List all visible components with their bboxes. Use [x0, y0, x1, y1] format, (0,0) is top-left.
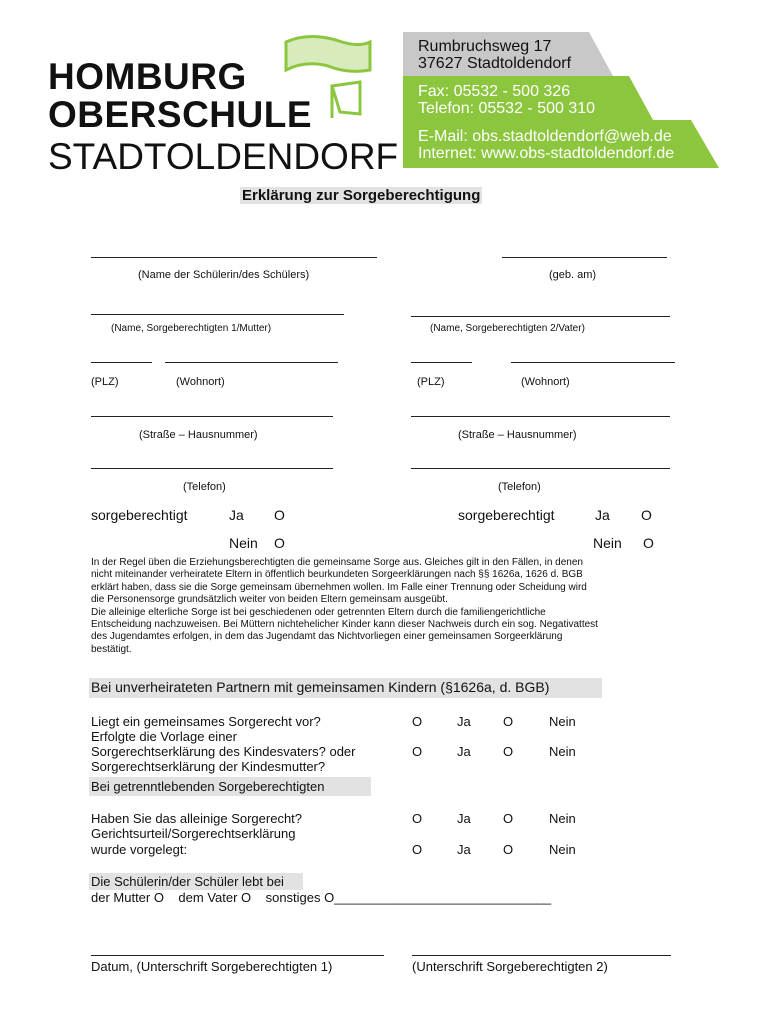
lives-with-options[interactable]: der Mutter O dem Vater O sonstiges O______________________________ — [91, 890, 552, 905]
info-line: bestätigt. — [91, 643, 132, 655]
guardian2-phone-label: (Telefon) — [498, 481, 541, 493]
signature2-line[interactable] — [412, 955, 671, 956]
unmarried-q1: Liegt ein gemeinsames Sorgerecht vor? — [91, 714, 321, 729]
guardian1-city-line[interactable] — [165, 362, 338, 363]
separated-q1-no-circle[interactable]: O — [503, 811, 514, 826]
guardian2-no-label: Nein — [593, 535, 622, 551]
unmarried-q2-no-label: Nein — [549, 744, 576, 759]
info-line: Die alleinige elterliche Sorge ist bei geschiedenen oder getrennten Eltern durch die familiengerichtliche — [91, 606, 546, 618]
guardian2-custody-label: sorgeberechtigt — [458, 507, 555, 523]
signature1-label: Datum, (Unterschrift Sorgeberechtigten 1) — [91, 959, 333, 974]
info-line: die Personensorge grundsätzlich weiter von beiden Eltern gemeinsam ausgeübt. — [91, 594, 448, 606]
guardian2-plz-label: (PLZ) — [417, 376, 445, 388]
separated-q1-yes-label: Ja — [457, 811, 471, 826]
page-title: Erklärung zur Sorgeberechtigung — [242, 187, 481, 204]
separated-q2-yes-circle[interactable]: O — [412, 842, 423, 857]
unmarried-q2-no-circle[interactable]: O — [503, 744, 514, 759]
info-line: erklärt haben, dass sie die Sorge gemeinsam übernehmen wollen. Im Falle einer Trennung oder Scheidung wird — [91, 581, 587, 593]
guardian1-yes-circle[interactable]: O — [274, 507, 285, 523]
guardian2-no-circle[interactable]: O — [643, 535, 654, 551]
student-name-label: (Name der Schülerin/des Schülers) — [138, 269, 310, 281]
guardian1-phone-line[interactable] — [91, 468, 333, 469]
guardian2-name-label: (Name, Sorgeberechtigten 2/Vater) — [430, 323, 585, 334]
guardian2-name-line[interactable] — [411, 316, 670, 317]
guardian1-plz-line[interactable] — [91, 362, 152, 363]
signature2-label: (Unterschrift Sorgeberechtigten 2) — [412, 959, 608, 974]
guardian1-no-circle[interactable]: O — [274, 535, 285, 551]
guardian1-street-line[interactable] — [91, 416, 333, 417]
address-street: Rumbruchsweg 17 — [418, 38, 552, 55]
separated-q1-no-label: Nein — [549, 811, 576, 826]
dob-line[interactable] — [502, 257, 667, 258]
separated-q1-yes-circle[interactable]: O — [412, 811, 423, 826]
guardian2-yes-label: Ja — [595, 507, 610, 523]
unmarried-q1-no-label: Nein — [549, 714, 576, 729]
unmarried-q2-line3: Sorgerechtserklärung der Kindesmutter? — [91, 759, 326, 774]
guardian2-street-line[interactable] — [411, 416, 670, 417]
school-name-line3: STADTOLDENDORF — [48, 136, 399, 177]
website-address: Internet: www.obs-stadtoldendorf.de — [418, 145, 675, 162]
unmarried-q2-line1: Erfolgte die Vorlage einer — [91, 729, 237, 744]
guardian2-phone-line[interactable] — [411, 468, 670, 469]
guardian1-phone-label: (Telefon) — [183, 481, 226, 493]
unmarried-q1-yes-label: Ja — [457, 714, 471, 729]
separated-q2-no-label: Nein — [549, 842, 576, 857]
info-paragraph — [91, 557, 679, 656]
guardian1-plz-label: (PLZ) — [91, 376, 119, 388]
separated-heading: Bei getrenntlebenden Sorgeberechtigten — [91, 779, 325, 794]
unmarried-heading: Bei unverheirateten Partnern mit gemeinsamen Kindern (§1626a, d. BGB) — [91, 679, 550, 695]
info-line: In der Regel üben die Erziehungsberechtigten die gemeinsame Sorge aus. Gleiches gilt in den Fällen, in denen — [91, 557, 583, 568]
unmarried-q1-yes-circle[interactable]: O — [412, 714, 423, 729]
guardian1-city-label: (Wohnort) — [176, 376, 225, 388]
guardian1-name-label: (Name, Sorgeberechtigten 1/Mutter) — [111, 323, 272, 334]
info-line: nicht miteinander verheiratete Eltern in öffentlich beurkundeten Sorgeerklärungen nach §§ 1626a, 1626 d. BGB — [91, 569, 583, 581]
unmarried-q2-yes-label: Ja — [457, 744, 471, 759]
lives-with-heading: Die Schülerin/der Schüler lebt bei — [91, 874, 284, 889]
guardian2-street-label: (Straße – Hausnummer) — [458, 429, 577, 441]
separated-q1: Haben Sie das alleinige Sorgerecht? — [91, 811, 303, 826]
school-name-line1: HOMBURG — [48, 56, 247, 97]
fax-number: Fax: 05532 - 500 326 — [418, 83, 571, 100]
info-line: Entscheidung nachzuweisen. Bei Müttern nichtehelicher Kinder kann dieser Nachweis durch ein sog. Negativattest — [91, 619, 598, 631]
guardian2-plz-line[interactable] — [411, 362, 472, 363]
guardian2-yes-circle[interactable]: O — [641, 507, 652, 523]
unmarried-q1-no-circle[interactable]: O — [503, 714, 514, 729]
address-city: 37627 Stadtoldendorf — [418, 55, 572, 72]
separated-q2-no-circle[interactable]: O — [503, 842, 514, 857]
guardian1-no-label: Nein — [229, 535, 258, 551]
phone-number: Telefon: 05532 - 500 310 — [418, 100, 596, 117]
guardian1-street-label: (Straße – Hausnummer) — [139, 429, 258, 441]
separated-q2-line2: wurde vorgelegt: — [91, 842, 188, 857]
student-name-line[interactable] — [91, 257, 377, 258]
dob-label: (geb. am) — [549, 269, 597, 281]
guardian1-name-line[interactable] — [91, 314, 344, 315]
signature1-line[interactable] — [91, 955, 384, 956]
school-name-line2: OBERSCHULE — [48, 94, 313, 135]
email-address: E-Mail: obs.stadtoldendorf@web.de — [418, 128, 672, 145]
unmarried-q2-yes-circle[interactable]: O — [412, 744, 423, 759]
guardian2-city-label: (Wohnort) — [521, 376, 570, 388]
guardian1-yes-label: Ja — [229, 507, 244, 523]
guardian1-custody-label: sorgeberechtigt — [91, 507, 188, 523]
separated-q2-line1: Gerichtsurteil/Sorgerechtserklärung — [91, 826, 296, 841]
unmarried-q2-line2: Sorgerechtserklärung des Kindesvaters? oder — [91, 744, 356, 759]
info-line: des Jugendamtes erfolgen, in dem das Jugendamt das Nichtvorliegen einer gemeinsamen Sorgeerklärung — [91, 631, 563, 643]
flag-icon — [278, 30, 378, 125]
guardian2-city-line[interactable] — [511, 362, 675, 363]
separated-q2-yes-label: Ja — [457, 842, 471, 857]
